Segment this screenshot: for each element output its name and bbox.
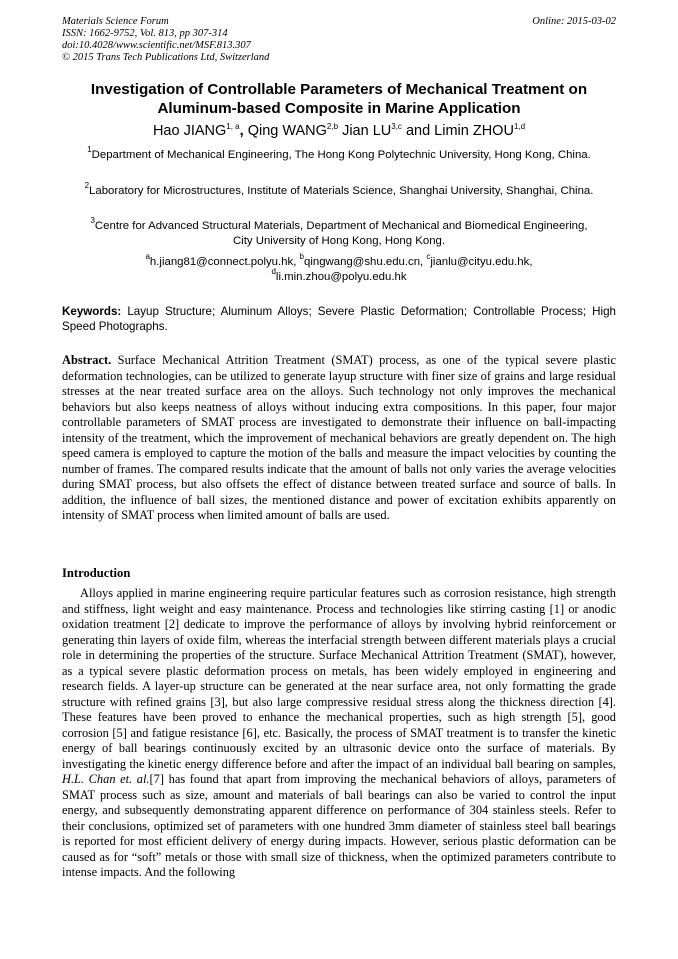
author-name: Jian LU (342, 123, 392, 139)
author-affiliation-mark: 2,b (326, 122, 339, 131)
author-affiliation-mark: 1,d (513, 122, 526, 131)
affiliation-1 (80, 145, 598, 163)
journal-header (62, 16, 269, 64)
introduction-text: Alloys applied in marine engineering require particular features such as corrosion resistance, high strength and stiffness, light weight and easy maintenance. Process and technologies like stirring casting [1] or anodic oxidation treatment [2] dedicate to improve the performance of alloys by involving hybrid reinforcement or generating thin layers of oxide film, whereas the interfacial strength between different materials plays a crucial role in determining the properties of the structure. Surface Mechanical Attrition Treatment (SMAT), however, as a typical severe plastic deformation process on metals, has been widely employed in engineering and research fields. A layer-up structure can be generated at the near surface area, not only formatting the grade structure with refined grains [3], but also large compressive residual stress along the thickness direction [4]. These features have been proved to enhance the mechanical properties, such as high strength [5], good corrosion [5] and fatigue resistance [6], etc. Basically, the process of SMAT treatment is to transfer the kinetic energy of ball bearings continuously excited by an ultrasonic device onto the surface of materials. By investigating the kinetic energy difference before and after the impact of an individual ball bearing on samples, (62, 586, 616, 771)
author-emails (120, 252, 558, 285)
affiliation-mark: 2 (84, 181, 90, 190)
introduction-paragraph (62, 586, 616, 881)
author-name: Limin ZHOU (434, 123, 514, 139)
keywords (62, 304, 616, 334)
online-date: Online: 2015-03-02 (532, 16, 616, 27)
author-separator: , (239, 123, 248, 139)
affiliation-mark: 3 (90, 216, 95, 225)
email-link[interactable]: qingwang@shu.edu.cn, (304, 256, 427, 268)
affiliation-mark: 1 (87, 145, 92, 154)
email-link[interactable]: jianlu@cityu.edu.hk, (430, 256, 533, 268)
email-mark: d (271, 267, 276, 276)
author-separator: and (401, 123, 435, 139)
author-list (62, 122, 616, 140)
author-affiliation-mark: 1, a (226, 122, 240, 131)
email-mark: c (426, 252, 431, 261)
keywords-text: Layup Structure; Aluminum Alloys; Severe Plastic Deformation; Controllable Process; High Speed Photographs. (62, 305, 616, 333)
email-link[interactable]: h.jiang81@connect.polyu.hk, (149, 256, 300, 268)
paper-title: Investigation of Controllable Parameters of Mechanical Treatment on Aluminum-based Composite in Marine Application (90, 81, 588, 117)
author-affiliation-mark: 3,c (391, 122, 402, 131)
email-mark: a (145, 252, 150, 261)
abstract-label: Abstract. (62, 353, 112, 367)
journal-doi: doi:10.4028/www.scientific.net/MSF.813.307 (62, 40, 251, 51)
affiliation-3 (80, 216, 598, 249)
author-name: Qing WANG (247, 123, 327, 139)
abstract-text: Surface Mechanical Attrition Treatment (SMAT) process, as one of the typical severe plastic deformation technologies, can be utilized to generate layup structure with finer size of grains and large residual stresses at the near treated surface area on the alloys. Such technology not only improves the mechanical behaviors but also keeps neatness of alloys without inducing extra compositions. In this paper, four major controllable parameters of SMAT process are investigated to demonstrate their influence on ball-impacting intensity of the treatment, which the improvement of mechanical behaviors are greatly dependent on. The high speed camera is employed to capture the motion of the balls and measure the impact velocities by counting the number of frames. The compared results indicate that the amount of balls not only varies the average velocities during SMAT process, but also offsets the effect of distance between treated surface and source of balls. In addition, the influence of ball sizes, the mentioned distance and power of excitation exhibits apparently on intensity of SMAT process when limited amount of balls are used. (62, 353, 616, 522)
introduction-text-continued: [7] has found that apart from improving the mechanical behaviors of alloys, parameters of SMAT process such as size, amount and materials of ball bearings can also be varied to control the input energy, and subsequently demonstrating apparent difference on performance of 304 stainless steels. Refer to their conclusions, optimized set of parameters with one hundred 3mm diameter of stainless steel ball bearings is reported for most efficient delivery of energy during impacts. However, serious plastic deformation can be caused as for “soft” metals or those with small size of thickness, when the optimized parameters contribute to intense impacts. And the following (62, 772, 617, 879)
journal-name: Materials Science Forum (62, 16, 169, 27)
email-link[interactable]: li.min.zhou@polyu.edu.hk (275, 271, 407, 283)
author-name: Hao JIANG (152, 123, 227, 139)
affiliation-text: Centre for Advanced Structural Materials, Department of Mechanical and Biomedical Engineering, City University of Hong Kong, Hong Kong. (94, 220, 588, 247)
email-mark: b (299, 252, 304, 261)
citation-authors: H.L. Chan et. al. (62, 772, 150, 786)
affiliation-2 (80, 181, 598, 199)
journal-issn: ISSN: 1662-9752, Vol. 813, pp 307-314 (62, 28, 228, 39)
abstract (62, 353, 616, 524)
section-heading-introduction: Introduction (62, 566, 131, 580)
affiliation-text: Department of Mechanical Engineering, The Hong Kong Polytechnic University, Hong Kong, China. (91, 149, 591, 161)
affiliation-text: Laboratory for Microstructures, Institute of Materials Science, Shanghai University, Shanghai, China. (89, 185, 594, 197)
journal-copyright: © 2015 Trans Tech Publications Ltd, Switzerland (62, 52, 270, 63)
keywords-label: Keywords: (62, 305, 122, 318)
